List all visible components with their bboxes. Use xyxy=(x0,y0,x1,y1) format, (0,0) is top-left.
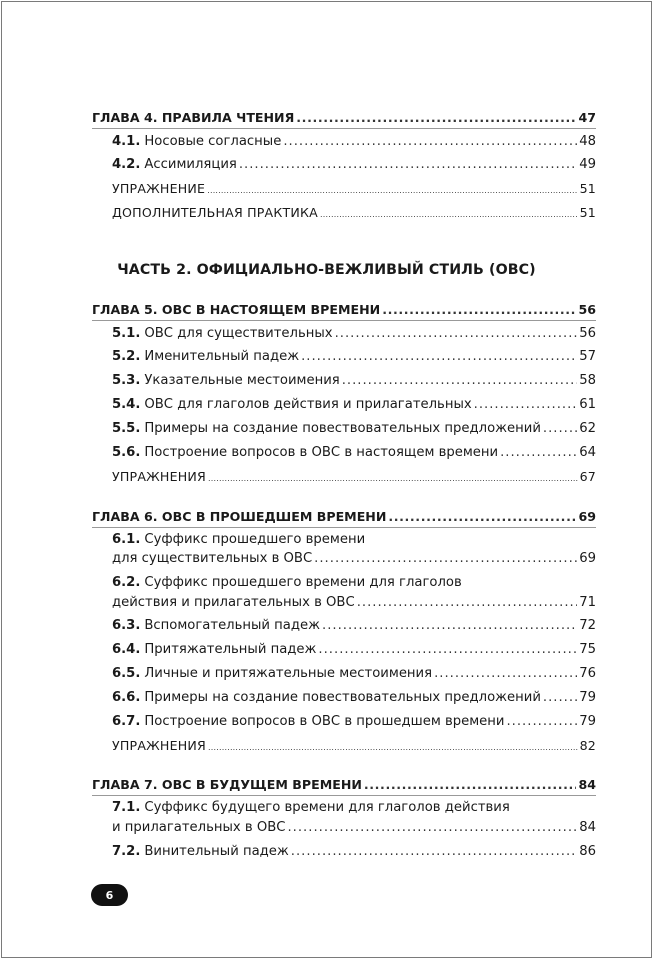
dot-leader xyxy=(239,157,577,173)
dot-leader xyxy=(364,777,577,793)
toc-item-line2[interactable] xyxy=(112,820,596,836)
page-ref: 69 xyxy=(578,509,596,524)
page-ref: 72 xyxy=(579,618,596,633)
item-label: Построение вопросов в ОВС в прошедшем времени xyxy=(144,714,505,729)
item-number: 5.2. xyxy=(112,349,141,364)
toc-chapter-4[interactable] xyxy=(92,110,596,126)
page-ref: 56 xyxy=(578,302,596,317)
dot-leader xyxy=(434,666,577,682)
toc-item-line2[interactable] xyxy=(112,595,596,611)
item-number: 6.5. xyxy=(112,666,141,681)
dot-leader xyxy=(314,551,577,567)
chapter-title: ГЛАВА 4. ПРАВИЛА ЧТЕНИЯ xyxy=(92,110,295,125)
item-label: Указательные местоимения xyxy=(144,373,340,388)
toc-exercise[interactable] xyxy=(112,181,596,199)
page-ref: 69 xyxy=(579,551,596,566)
dot-leader xyxy=(208,471,578,487)
item-label: Носовые согласные xyxy=(144,134,282,149)
divider xyxy=(92,795,596,796)
item-label: Винительный падеж xyxy=(144,844,289,859)
item-number: 5.1. xyxy=(112,326,141,341)
toc-item[interactable] xyxy=(112,618,596,634)
dot-leader xyxy=(506,714,577,730)
part-title[interactable]: ЧАСТЬ 2. ОФИЦИАЛЬНО-ВЕЖЛИВЫЙ СТИЛЬ (ОВС) xyxy=(117,262,536,278)
toc-chapter-5[interactable] xyxy=(92,302,596,318)
item-label: ДОПОЛНИТЕЛЬНАЯ ПРАКТИКА xyxy=(112,205,318,220)
dot-leader xyxy=(283,134,577,150)
page-ref: 58 xyxy=(579,373,596,388)
item-number: 5.4. xyxy=(112,397,141,412)
page-number-badge: 6 xyxy=(91,884,128,906)
item-label: Ассимиляция xyxy=(144,157,237,172)
item-number: 6.2. xyxy=(112,575,141,590)
page-ref: 51 xyxy=(579,205,596,220)
toc-item-line1[interactable] xyxy=(112,532,365,548)
page-ref: 56 xyxy=(579,326,596,341)
page-ref: 71 xyxy=(579,595,596,610)
page-ref: 61 xyxy=(579,397,596,412)
dot-leader xyxy=(296,110,576,126)
item-label: действия и прилагательных в ОВС xyxy=(112,595,355,610)
divider xyxy=(92,128,596,129)
item-number: 6.7. xyxy=(112,714,141,729)
item-label: Построение вопросов в ОВС в настоящем времени xyxy=(144,445,499,460)
item-label: Суффикс прошедшего времени для глаголов xyxy=(144,575,462,590)
toc-item[interactable] xyxy=(112,397,596,413)
divider xyxy=(92,320,596,321)
book-page xyxy=(1,1,652,958)
dot-leader xyxy=(207,183,577,199)
dot-leader xyxy=(500,445,577,461)
toc-chapter-6[interactable] xyxy=(92,509,596,525)
toc-chapter-7[interactable] xyxy=(92,777,596,793)
page-ref: 79 xyxy=(579,714,596,729)
dot-leader xyxy=(388,509,576,525)
toc-item[interactable] xyxy=(112,844,596,860)
dot-leader xyxy=(382,302,576,318)
item-number: 7.1. xyxy=(112,800,141,815)
dot-leader xyxy=(208,740,578,756)
page-ref: 84 xyxy=(578,777,596,792)
dot-leader xyxy=(322,618,577,634)
item-label: УПРАЖНЕНИЕ xyxy=(112,181,206,196)
item-number: 6.1. xyxy=(112,532,141,547)
page-ref: 67 xyxy=(579,469,596,484)
item-number: 4.1. xyxy=(112,134,141,149)
item-label: Вспомогательный падеж xyxy=(144,618,320,633)
page-ref: 82 xyxy=(579,738,596,753)
dot-leader xyxy=(301,349,577,365)
item-label: ОВС для существительных xyxy=(144,326,333,341)
page-ref: 62 xyxy=(579,421,596,436)
dot-leader xyxy=(318,642,577,658)
dot-leader xyxy=(291,844,577,860)
toc-item[interactable] xyxy=(112,666,596,682)
toc-item[interactable] xyxy=(112,690,596,706)
item-label: и прилагательных в ОВС xyxy=(112,820,286,835)
toc-exercise[interactable] xyxy=(112,738,596,756)
item-label: УПРАЖНЕНИЯ xyxy=(112,738,206,753)
item-label: УПРАЖНЕНИЯ xyxy=(112,469,206,484)
item-label: Примеры на создание повествовательных предложений xyxy=(144,421,541,436)
item-number: 5.5. xyxy=(112,421,141,436)
page-ref: 48 xyxy=(579,134,596,149)
toc-exercise[interactable] xyxy=(112,469,596,487)
dot-leader xyxy=(474,397,578,413)
item-number: 5.3. xyxy=(112,373,141,388)
item-number: 6.6. xyxy=(112,690,141,705)
toc-item[interactable] xyxy=(112,373,596,389)
chapter-title: ГЛАВА 5. ОВС В НАСТОЯЩЕМ ВРЕМЕНИ xyxy=(92,302,381,317)
chapter-title: ГЛАВА 7. ОВС В БУДУЩЕМ ВРЕМЕНИ xyxy=(92,777,362,792)
item-label: Притяжательный падеж xyxy=(144,642,317,657)
page-ref: 49 xyxy=(579,157,596,172)
toc-item[interactable] xyxy=(112,326,596,342)
item-number: 6.3. xyxy=(112,618,141,633)
item-number: 6.4. xyxy=(112,642,141,657)
toc-item[interactable] xyxy=(112,642,596,658)
page-ref: 75 xyxy=(579,642,596,657)
toc-item-line1[interactable] xyxy=(112,575,462,591)
item-number: 7.2. xyxy=(112,844,141,859)
item-label: Примеры на создание повествовательных предложений xyxy=(144,690,541,705)
chapter-title: ГЛАВА 6. ОВС В ПРОШЕДШЕМ ВРЕМЕНИ xyxy=(92,509,387,524)
item-number: 4.2. xyxy=(112,157,141,172)
toc-item[interactable] xyxy=(112,349,596,365)
dot-leader xyxy=(320,207,578,223)
divider xyxy=(92,527,596,528)
item-label: Суффикс будущего времени для глаголов действия xyxy=(144,800,510,815)
dot-leader xyxy=(543,421,577,437)
page-ref: 57 xyxy=(579,349,596,364)
dot-leader xyxy=(543,690,577,706)
page-ref: 47 xyxy=(578,110,596,125)
dot-leader xyxy=(287,820,577,836)
toc-item[interactable] xyxy=(112,134,596,150)
item-label: ОВС для глаголов действия и прилагательных xyxy=(144,397,472,412)
page-ref: 64 xyxy=(579,445,596,460)
item-label: Суффикс прошедшего времени xyxy=(144,532,366,547)
toc-item[interactable] xyxy=(112,421,596,437)
page-ref: 86 xyxy=(579,844,596,859)
toc-item-line2[interactable] xyxy=(112,551,596,567)
toc-item[interactable] xyxy=(112,445,596,461)
item-number: 5.6. xyxy=(112,445,141,460)
toc-item[interactable] xyxy=(112,157,596,173)
toc-item-line1[interactable] xyxy=(112,800,510,816)
page-ref: 79 xyxy=(579,690,596,705)
page-ref: 84 xyxy=(579,820,596,835)
page-ref: 51 xyxy=(579,181,596,196)
dot-leader xyxy=(357,595,578,611)
dot-leader xyxy=(335,326,578,342)
page-ref: 76 xyxy=(579,666,596,681)
item-label: для существительных в ОВС xyxy=(112,551,313,566)
toc-item[interactable] xyxy=(112,714,596,730)
item-label: Именительный падеж xyxy=(144,349,300,364)
item-label: Личные и притяжательные местоимения xyxy=(144,666,433,681)
toc-extra-practice[interactable] xyxy=(112,205,596,223)
dot-leader xyxy=(342,373,578,389)
